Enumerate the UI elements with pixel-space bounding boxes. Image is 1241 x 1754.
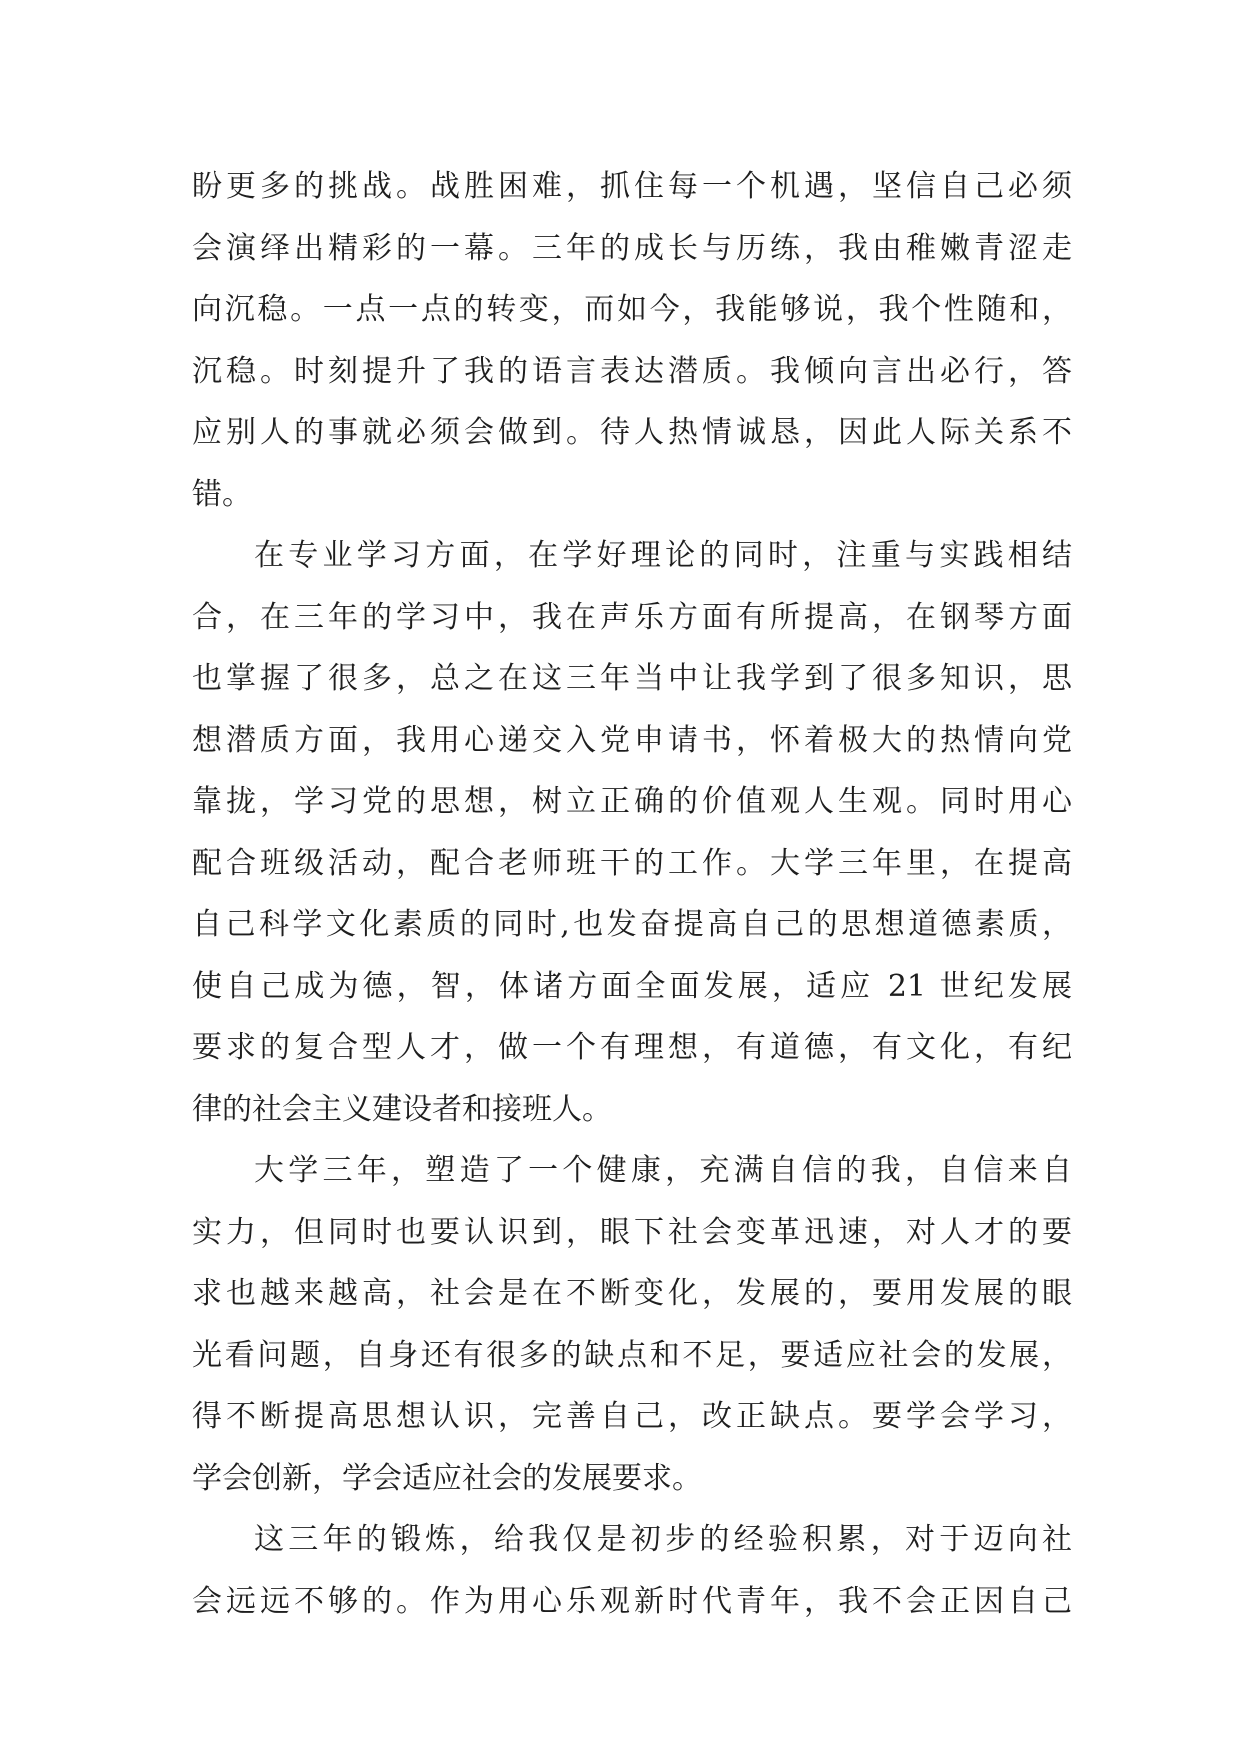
text-line: 也掌握了很多，总之在这三年当中让我学到了很多知识，思: [192, 661, 1072, 696]
text-line: 盼更多的挑战。战胜困难，抓住每一个机遇，坚信自己必须: [192, 169, 1072, 204]
text-line: 会远远不够的。作为用心乐观新时代青年，我不会正因自己: [192, 1583, 1072, 1619]
text-line: 错。: [192, 476, 252, 512]
text-line: 会演绎出精彩的一幕。三年的成长与历练，我由稚嫩青涩走: [192, 230, 1072, 266]
text-line: 靠拢，学习党的思想，树立正确的价值观人生观。同时用心: [192, 784, 1072, 819]
text-line: 律的社会主义建设者和接班人。: [192, 1091, 612, 1127]
text-line: 得不断提高思想认识，完善自己，改正缺点。要学会学习，: [192, 1399, 1072, 1434]
text-line: 要求的复合型人才，做一个有理想，有道德，有文化，有纪: [192, 1030, 1072, 1065]
text-line: 使自己成为德，智，体诸方面全面发展，适应 21 世纪发展: [192, 968, 1072, 1004]
text-line: 配合班级活动，配合老师班干的工作。大学三年里，在提高: [192, 845, 1072, 881]
text-line: 自己科学文化素质的同时,也发奋提高自己的思想道德素质，: [192, 907, 1072, 942]
paragraph-first-line: 在专业学习方面，在学好理论的同时，注重与实践相结: [254, 538, 1072, 573]
body-text: [192, 156, 1072, 1632]
text-line: 光看问题，自身还有很多的缺点和不足，要适应社会的发展，: [192, 1337, 1072, 1373]
text-line: 求也越来越高，社会是在不断变化，发展的，要用发展的眼: [192, 1276, 1072, 1311]
paragraph-first-line: 大学三年，塑造了一个健康，充满自信的我，自信来自: [254, 1153, 1072, 1188]
paragraph-first-line: 这三年的锻炼，给我仅是初步的经验积累，对于迈向社: [254, 1522, 1072, 1557]
text-line: 合，在三年的学习中，我在声乐方面有所提高，在钢琴方面: [192, 599, 1072, 635]
text-line: 沉稳。时刻提升了我的语言表达潜质。我倾向言出必行，答: [192, 353, 1072, 389]
text-line: 向沉稳。一点一点的转变，而如今，我能够说，我个性随和，: [192, 292, 1072, 327]
text-line: 想潜质方面，我用心递交入党申请书，怀着极大的热情向党: [192, 722, 1072, 758]
text-line: 实力，但同时也要认识到，眼下社会变革迅速，对人才的要: [192, 1214, 1072, 1250]
text-line: 学会创新，学会适应社会的发展要求。: [192, 1460, 702, 1496]
text-line: 应别人的事就必须会做到。待人热情诚恳，因此人际关系不: [192, 415, 1072, 450]
